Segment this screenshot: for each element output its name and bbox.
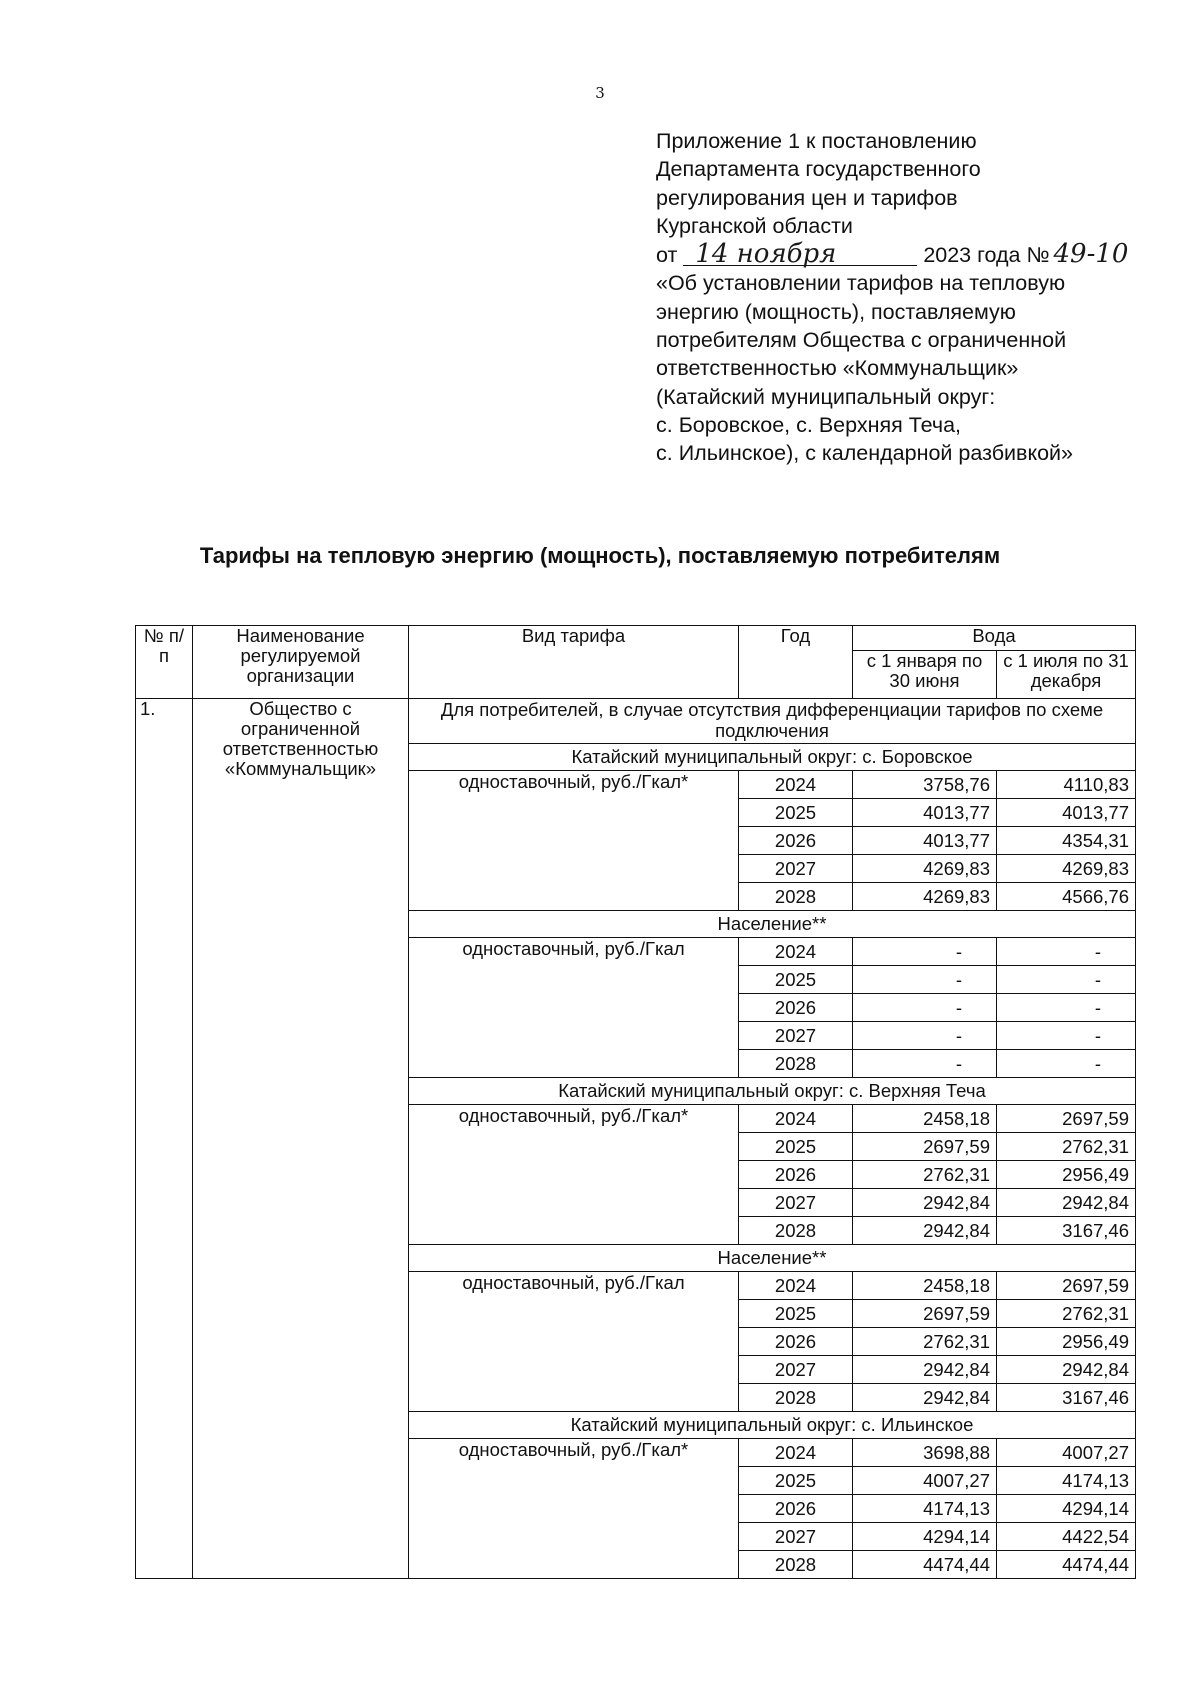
header-period-1: с 1 января по 30 июня [853, 651, 997, 699]
handwritten-number: 49-10 [1053, 239, 1129, 270]
tariff-value-h1: - [853, 938, 997, 966]
document-title: Тарифы на тепловую энергию (мощность), поставляемую потребителям [199, 543, 1001, 568]
appendix-subject-line: ответственностью «Коммунальщик» [656, 356, 1019, 381]
tariff-kind: одноставочный, руб./Гкал [409, 1272, 739, 1412]
tariff-value-h2: 2697,59 [997, 1105, 1136, 1133]
header-row [136, 626, 1136, 651]
tariff-value-h1: 4269,83 [853, 855, 997, 883]
tariff-value-h2: 2762,31 [997, 1133, 1136, 1161]
header-org: Наименование регулируемой организации [193, 626, 409, 699]
header-kind: Вид тарифа [409, 626, 739, 699]
header-period-2: с 1 июля по 31 декабря [997, 651, 1136, 699]
tariff-value-h1: 2458,18 [853, 1105, 997, 1133]
tariff-value-h2: 4110,83 [997, 771, 1136, 799]
row-number: 1. [136, 699, 193, 1579]
tariff-year: 2027 [739, 855, 853, 883]
appendix-subject-line: энергию (мощность), поставляемую [656, 299, 1016, 324]
tariff-value-h1: 2942,84 [853, 1384, 997, 1412]
tariff-value-h2: 4354,31 [997, 827, 1136, 855]
tariff-value-h1: - [853, 1050, 997, 1078]
tariff-value-h2: 2956,49 [997, 1161, 1136, 1189]
header-year: Год [739, 626, 853, 699]
tariff-year: 2025 [739, 1300, 853, 1328]
tariff-value-h2: - [997, 1050, 1136, 1078]
organization-name: Общество с ограниченной ответственностью «Коммунальщик» [193, 699, 409, 1579]
section-heading: Катайский муниципальный округ: с. Верхняя Теча [409, 1078, 1136, 1105]
tariff-year: 2028 [739, 1551, 853, 1579]
tariff-value-h1: 2762,31 [853, 1161, 997, 1189]
tariff-value-h1: 4269,83 [853, 883, 997, 911]
tariff-value-h1: 4007,27 [853, 1467, 997, 1495]
tariff-kind: одноставочный, руб./Гкал* [409, 771, 739, 911]
tariff-year: 2024 [739, 1439, 853, 1467]
tariff-kind: одноставочный, руб./Гкал* [409, 1105, 739, 1245]
tariff-year: 2025 [739, 1133, 853, 1161]
appendix-line: Департамента государственного [656, 157, 981, 182]
appendix-subject-line: потребителям Общества с ограниченной [656, 328, 1067, 353]
tariff-value-h2: 3167,46 [997, 1384, 1136, 1412]
tariff-kind: одноставочный, руб./Гкал* [409, 1439, 739, 1579]
tariff-year: 2026 [739, 1161, 853, 1189]
tariff-value-h2: 4174,13 [997, 1467, 1136, 1495]
appendix-subject-line: (Катайский муниципальный округ: [656, 384, 996, 409]
tariff-value-h2: 4013,77 [997, 799, 1136, 827]
tariff-value-h2: 2697,59 [997, 1272, 1136, 1300]
tariff-table [135, 625, 1136, 1579]
tariff-year: 2026 [739, 1328, 853, 1356]
header-water: Вода [853, 626, 1136, 651]
tariff-value-h2: 4294,14 [997, 1495, 1136, 1523]
tariff-value-h1: 4013,77 [853, 799, 997, 827]
appendix-block [656, 127, 1156, 468]
general-heading: Для потребителей, в случае отсутствия дифференциации тарифов по схеме подключения [409, 699, 1136, 744]
tariff-value-h1: 4474,44 [853, 1551, 997, 1579]
section-heading: Катайский муниципальный округ: с. Боровское [409, 744, 1136, 771]
tariff-value-h1: 4294,14 [853, 1523, 997, 1551]
tariff-value-h1: 2942,84 [853, 1217, 997, 1245]
tariff-value-h2: 2956,49 [997, 1328, 1136, 1356]
group-label: Население** [409, 1245, 1136, 1272]
tariff-value-h2: 4422,54 [997, 1523, 1136, 1551]
tariff-value-h1: - [853, 994, 997, 1022]
tariff-year: 2027 [739, 1523, 853, 1551]
tariff-value-h2: 3167,46 [997, 1217, 1136, 1245]
tariff-value-h2: - [997, 938, 1136, 966]
tariff-year: 2026 [739, 827, 853, 855]
appendix-subject-line: с. Ильинское), с календарной разбивкой» [656, 441, 1074, 466]
date-prefix: от [656, 243, 678, 268]
tariff-year: 2026 [739, 1495, 853, 1523]
appendix-subject-line: «Об установлении тарифов на тепловую [656, 271, 1066, 296]
tariff-value-h2: - [997, 994, 1136, 1022]
tariff-value-h1: 2942,84 [853, 1356, 997, 1384]
tariff-year: 2027 [739, 1189, 853, 1217]
tariff-value-h2: 2942,84 [997, 1356, 1136, 1384]
tariff-value-h2: 4007,27 [997, 1439, 1136, 1467]
tariff-value-h1: 2762,31 [853, 1328, 997, 1356]
tariff-year: 2027 [739, 1022, 853, 1050]
tariff-year: 2025 [739, 799, 853, 827]
tariff-year: 2025 [739, 1467, 853, 1495]
tariff-value-h2: 2942,84 [997, 1189, 1136, 1217]
tariff-year: 2024 [739, 771, 853, 799]
group-label: Население** [409, 911, 1136, 938]
tariff-year: 2028 [739, 1217, 853, 1245]
tariff-year: 2028 [739, 1384, 853, 1412]
tariff-value-h1: 2697,59 [853, 1300, 997, 1328]
tariff-year: 2026 [739, 994, 853, 1022]
appendix-line: Курганской области [656, 213, 853, 238]
appendix-line: регулирования цен и тарифов [656, 185, 958, 210]
tariff-value-h2: 4474,44 [997, 1551, 1136, 1579]
tariff-value-h1: - [853, 966, 997, 994]
tariff-value-h2: 4269,83 [997, 855, 1136, 883]
tariff-year: 2024 [739, 1272, 853, 1300]
tariff-year: 2028 [739, 883, 853, 911]
tariff-value-h2: - [997, 966, 1136, 994]
tariff-year: 2028 [739, 1050, 853, 1078]
appendix-subject-line: с. Боровское, с. Верхняя Теча, [656, 412, 962, 437]
page-number: 3 [595, 84, 605, 102]
general-heading-row [136, 699, 1136, 744]
tariff-year: 2024 [739, 1105, 853, 1133]
section-heading: Катайский муниципальный округ: с. Ильинское [409, 1412, 1136, 1439]
tariff-value-h1: - [853, 1022, 997, 1050]
tariff-value-h1: 3758,76 [853, 771, 997, 799]
tariff-year: 2024 [739, 938, 853, 966]
appendix-line: Приложение 1 к постановлению [656, 129, 977, 153]
tariff-value-h2: - [997, 1022, 1136, 1050]
tariff-year: 2027 [739, 1356, 853, 1384]
tariff-value-h1: 2458,18 [853, 1272, 997, 1300]
tariff-kind: одноставочный, руб./Гкал [409, 938, 739, 1078]
year-text: 2023 года № [923, 243, 1050, 268]
tariff-value-h2: 2762,31 [997, 1300, 1136, 1328]
tariff-value-h1: 4013,77 [853, 827, 997, 855]
appendix-date-line [656, 240, 1156, 269]
tariff-value-h1: 3698,88 [853, 1439, 997, 1467]
header-num: № п/п [136, 626, 193, 699]
tariff-value-h1: 2697,59 [853, 1133, 997, 1161]
tariff-year: 2025 [739, 966, 853, 994]
tariff-value-h2: 4566,76 [997, 883, 1136, 911]
handwritten-date: 14 ноября [683, 243, 917, 266]
tariff-value-h1: 2942,84 [853, 1189, 997, 1217]
tariff-value-h1: 4174,13 [853, 1495, 997, 1523]
